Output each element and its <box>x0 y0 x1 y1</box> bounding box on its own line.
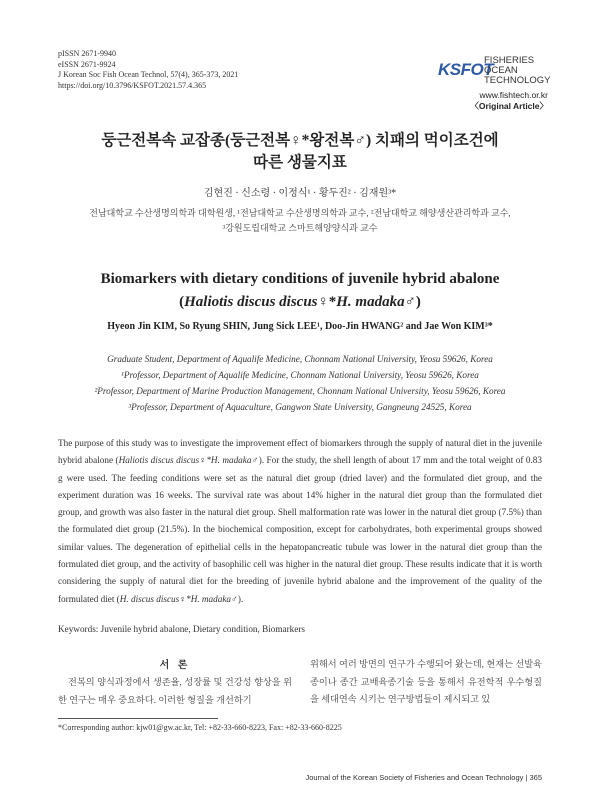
korean-affiliations <box>40 206 560 236</box>
abstract-text: ). <box>237 593 244 604</box>
journal-website-link[interactable]: www.fishtech.or.kr <box>479 90 548 100</box>
page-footer: Journal of the Korean Society of Fisheries and Ocean Technology | 365 <box>305 773 542 782</box>
pissn: pISSN 2671-9940 <box>58 49 117 58</box>
logo-wordmark <box>484 56 551 86</box>
title-madaka-name: H. madaka <box>336 294 405 310</box>
english-affiliations <box>40 351 560 415</box>
english-affil-line: ²Professor, Department of Marine Production Management, Chonnam National University, Yeosu 59626, Korea <box>94 386 506 396</box>
title-female-symbol: ♀* <box>317 294 337 310</box>
korean-title-line-2: 따른 생물지표 <box>253 154 347 171</box>
logo-mark: KSFOT <box>438 60 494 79</box>
citation: J Korean Soc Fish Ocean Technol, 57(4), 365-373, 2021 <box>58 70 239 79</box>
korean-title-line-1: 둥근전복속 교잡종(둥근전복♀*왕전복♂) 치패의 먹이조건에 <box>101 132 499 149</box>
korean-affil-line-1: 전남대학교 수산생명의학과 대학원생, ¹전남대학교 수산생명의학과 교수, ²전남대학교 해양생산관리학과 교수, <box>89 208 511 218</box>
abstract-text: The purpose of this study was to investigate the improvement effect of biomarkers through the supply of natural diet in the juvenile hybrid abalone ( <box>58 438 542 466</box>
logo-line-1: FISHERIES OCEAN <box>484 55 535 76</box>
abstract <box>58 435 542 608</box>
korean-title <box>60 130 540 174</box>
footnote-divider <box>58 718 218 719</box>
introduction-heading: 서 론 <box>159 660 191 671</box>
introduction-left-column: 전복의 양식과정에서 생존율, 성장률 및 건강성 향상을 위한 연구는 매우 중요하다. 이러한 형질을 개선하기 <box>58 677 292 705</box>
article-type: 〈Original Article〉 <box>470 101 548 111</box>
corresponding-author-footnote: *Corresponding author: kjw01@gw.ac.kr, Tel: +82-33-660-8223, Fax: +82-33-660-8225 <box>58 723 342 732</box>
title-male-symbol: ♂) <box>404 294 421 310</box>
english-title-line-2 <box>60 291 540 314</box>
doi-link[interactable]: https://doi.org/10.3796/KSFOT.2021.57.4.365 <box>58 80 207 90</box>
journal-header-meta <box>58 49 238 91</box>
korean-affil-line-2: ³강원도립대학교 스마트해양양식과 교수 <box>222 223 378 233</box>
english-affil-line: Graduate Student, Department of Aqualife Medicine, Chonnam National University, Yeosu 59626, Korea <box>107 354 493 364</box>
logo-line-2: TECHNOLOGY <box>484 75 551 86</box>
journal-logo <box>438 55 551 86</box>
abstract-text: ). For the study, the shell length of about 17 mm and the total weight of 0.83 g were used. The feeding conditions were set as the natural diet group (dried laver) and the formulated diet group, and the experiment duration was 16 weeks. The survival rate was about 14% higher in the natural diet group than the formulated diet group, and growth was also faster in the natural diet group. Shell malformation rate was lower in the natural diet group (7.5%) than the formulated diet group (21.5%). In the biochemical composition, except for carbohydrates, both experimental groups showed similar values. The degeneration of epithelial cells in the hepatopancreatic tubule was lower in the natural diet group than the formulated diet group, and the activity of basophilic cell was higher in the natural diet group. These results indicate that it is worth considering the supply of natural diet for the breeding of juvenile hybrid abalone and the improvement of the quality of the formulated diet ( <box>58 455 542 604</box>
english-affil-line: ³Professor, Department of Aquaculture, Gangwon State University, Gangneung 24525, Korea <box>128 402 472 412</box>
korean-authors: 김현진 · 신소령 · 이정식¹ · 황두진² · 김재원³* <box>203 188 397 199</box>
introduction-right-column: 위해서 여러 방면의 연구가 수행되어 왔는데, 현재는 선발육종이나 종간 교배육종기술 등을 통해서 유전학적 우수형질을 세대연속 시키는 연구방법들이 제시되고 있 <box>310 659 542 704</box>
abstract-species-name: Haliotis discus discus♀*H. madaka♂ <box>118 455 259 466</box>
english-affil-line: ¹Professor, Department of Aqualife Medicine, Chonnam National University, Yeosu 59626, Korea <box>121 370 479 380</box>
title-paren-open: ( <box>179 294 185 310</box>
english-title-line-1: Biomarkers with dietary conditions of juvenile hybrid abalone <box>100 271 500 287</box>
title-species-name: Haliotis discus discus <box>184 294 318 310</box>
keywords: Keywords: Juvenile hybrid abalone, Dietary condition, Biomarkers <box>58 624 305 634</box>
eissn: eISSN 2671-9924 <box>58 59 116 69</box>
english-authors: Hyeon Jin KIM, So Ryung SHIN, Jung Sick LEE¹, Doo-Jin HWANG² and Jae Won KIM³* <box>107 321 493 332</box>
english-title <box>60 268 540 314</box>
abstract-species-name: H. discus discus♀*H. madaka♂ <box>119 593 238 604</box>
